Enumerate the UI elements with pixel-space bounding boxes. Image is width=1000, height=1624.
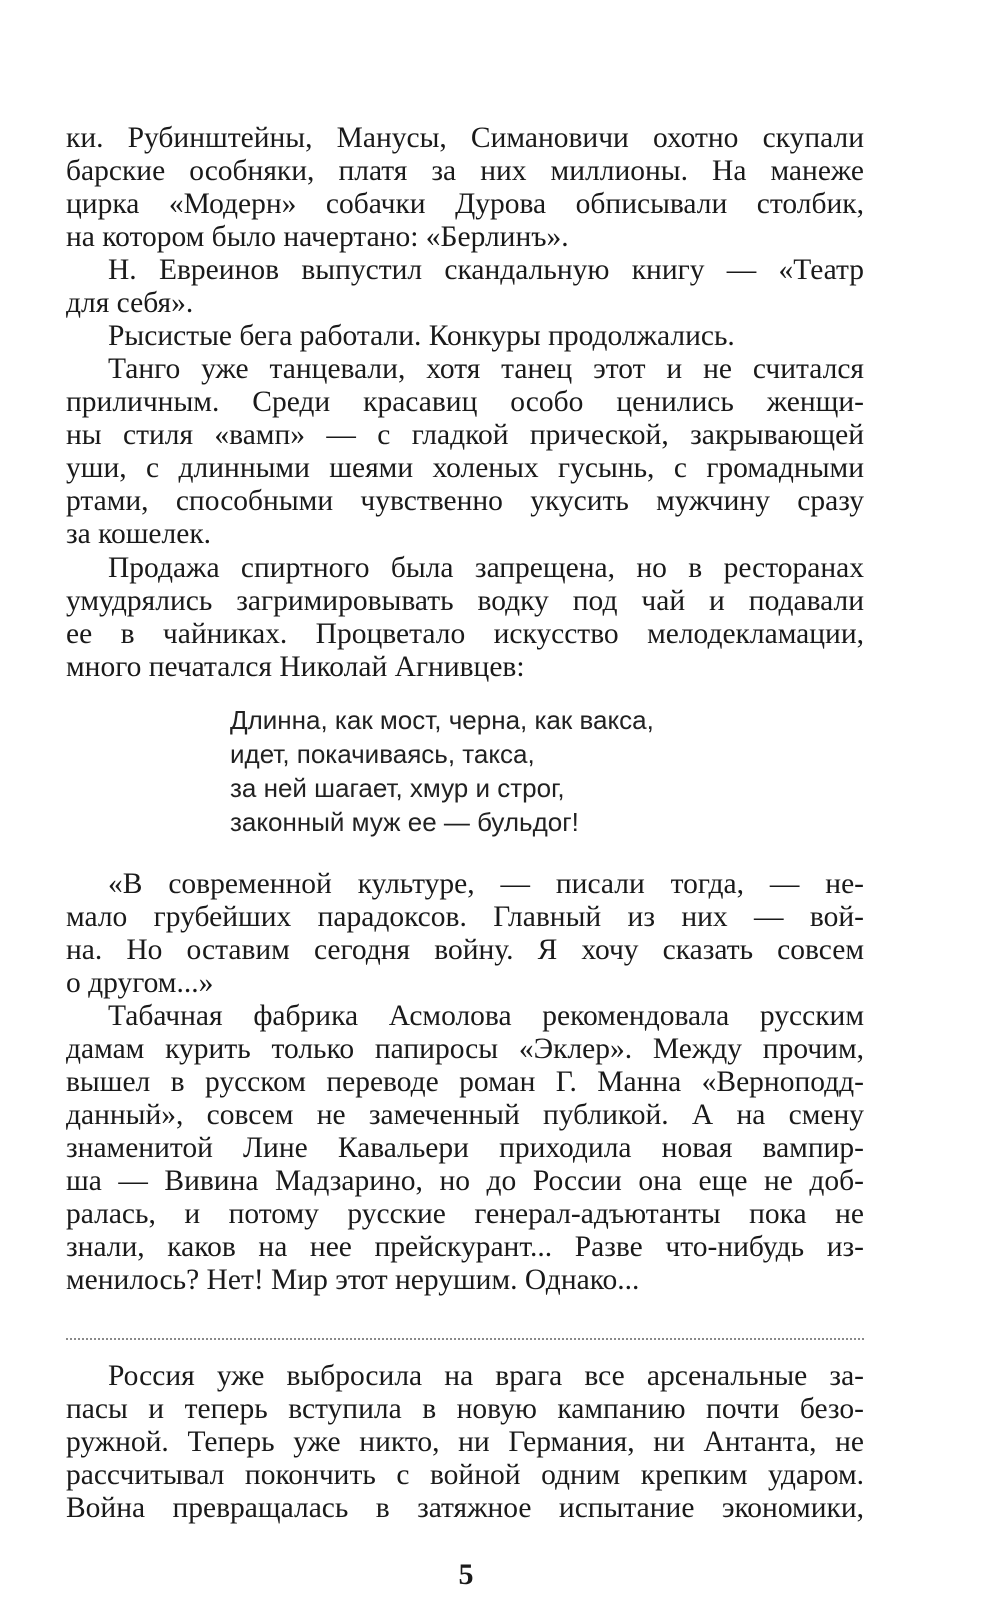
section-divider bbox=[66, 1338, 864, 1340]
text-line: пасы и теперь вступила в новую кампанию почти безо- bbox=[66, 1393, 864, 1425]
text-line: много печатался Николай Агнивцев: bbox=[66, 651, 525, 683]
verse-line: законный муж ее — бульдог! bbox=[230, 807, 579, 837]
text-line: знаменитой Лине Кавальери приходила новая вампир- bbox=[66, 1132, 864, 1164]
text-line: ны стиля «вамп» — с гладкой прической, закрывающей bbox=[66, 419, 864, 451]
text-line: за кошелек. bbox=[66, 518, 212, 550]
text-line: менилось? Нет! Мир этот нерушим. Однако... bbox=[66, 1264, 640, 1296]
page-number: 5 bbox=[458, 1558, 474, 1591]
text-line: Россия уже выбросила на врага все арсенальные за- bbox=[108, 1360, 864, 1392]
text-line: ружной. Теперь уже никто, ни Германия, ни Антанта, не bbox=[66, 1426, 864, 1458]
verse-line: идет, покачиваясь, такса, bbox=[230, 739, 535, 769]
text-line: Рысистые бега работали. Конкуры продолжались. bbox=[108, 320, 735, 352]
verse-line: за ней шагает, хмур и строг, bbox=[230, 773, 565, 803]
text-line: на котором было начертано: «Берлинъ». bbox=[66, 221, 569, 253]
text-line: ртами, способными чувственно укусить мужчину сразу bbox=[66, 485, 864, 517]
text-line: мало грубейших парадоксов. Главный из них — вой- bbox=[66, 901, 864, 933]
text-line: дамам курить только папиросы «Эклер». Между прочим, bbox=[66, 1033, 864, 1065]
text-line: ша — Вивина Мадзарино, но до России она еще не доб- bbox=[66, 1165, 864, 1197]
text-line: цирка «Модерн» собачки Дурова обписывали столбик, bbox=[66, 188, 864, 220]
text-line: барские особняки, платя за них миллионы. На манеже bbox=[66, 155, 864, 187]
text-line: данный», совсем не замеченный публикой. А на смену bbox=[66, 1099, 864, 1131]
text-line: «В современной культуре, — писали тогда, — не- bbox=[108, 868, 864, 900]
text-line: вышел в русском переводе роман Г. Манна «Верноподд- bbox=[66, 1066, 864, 1098]
text-line: Танго уже танцевали, хотя танец этот и не считался bbox=[108, 353, 864, 385]
text-line: Продажа спиртного была запрещена, но в ресторанах bbox=[108, 552, 864, 584]
text-line: для себя». bbox=[66, 287, 194, 319]
verse-line: Длинна, как мост, черна, как вакса, bbox=[230, 705, 654, 735]
text-line: знали, каков на нее прейскурант... Разве что-нибудь из- bbox=[66, 1231, 864, 1263]
text-line: приличным. Среди красавиц особо ценились женщи- bbox=[66, 386, 864, 418]
text-line: ее в чайниках. Процветало искусство мелодекламации, bbox=[66, 618, 864, 650]
text-line: Н. Евреинов выпустил скандальную книгу — «Театр bbox=[108, 254, 864, 286]
text-line: о другом...» bbox=[66, 967, 214, 999]
text-line: умудрялись загримировывать водку под чай и подавали bbox=[66, 585, 864, 617]
text-line: Табачная фабрика Асмолова рекомендовала русским bbox=[108, 1000, 864, 1032]
text-line: на. Но оставим сегодня войну. Я хочу сказать совсем bbox=[66, 934, 864, 966]
text-line: ки. Рубинштейны, Манусы, Симановичи охотно скупали bbox=[66, 122, 864, 154]
text-line: рассчитывал покончить с войной одним крепким ударом. bbox=[66, 1459, 864, 1491]
text-line: уши, с длинными шеями холеных гусынь, с громадными bbox=[66, 452, 864, 484]
text-line: Война превращалась в затяжное испытание экономики, bbox=[66, 1492, 864, 1524]
text-line: ралась, и потому русские генерал-адъютанты пока не bbox=[66, 1198, 864, 1230]
